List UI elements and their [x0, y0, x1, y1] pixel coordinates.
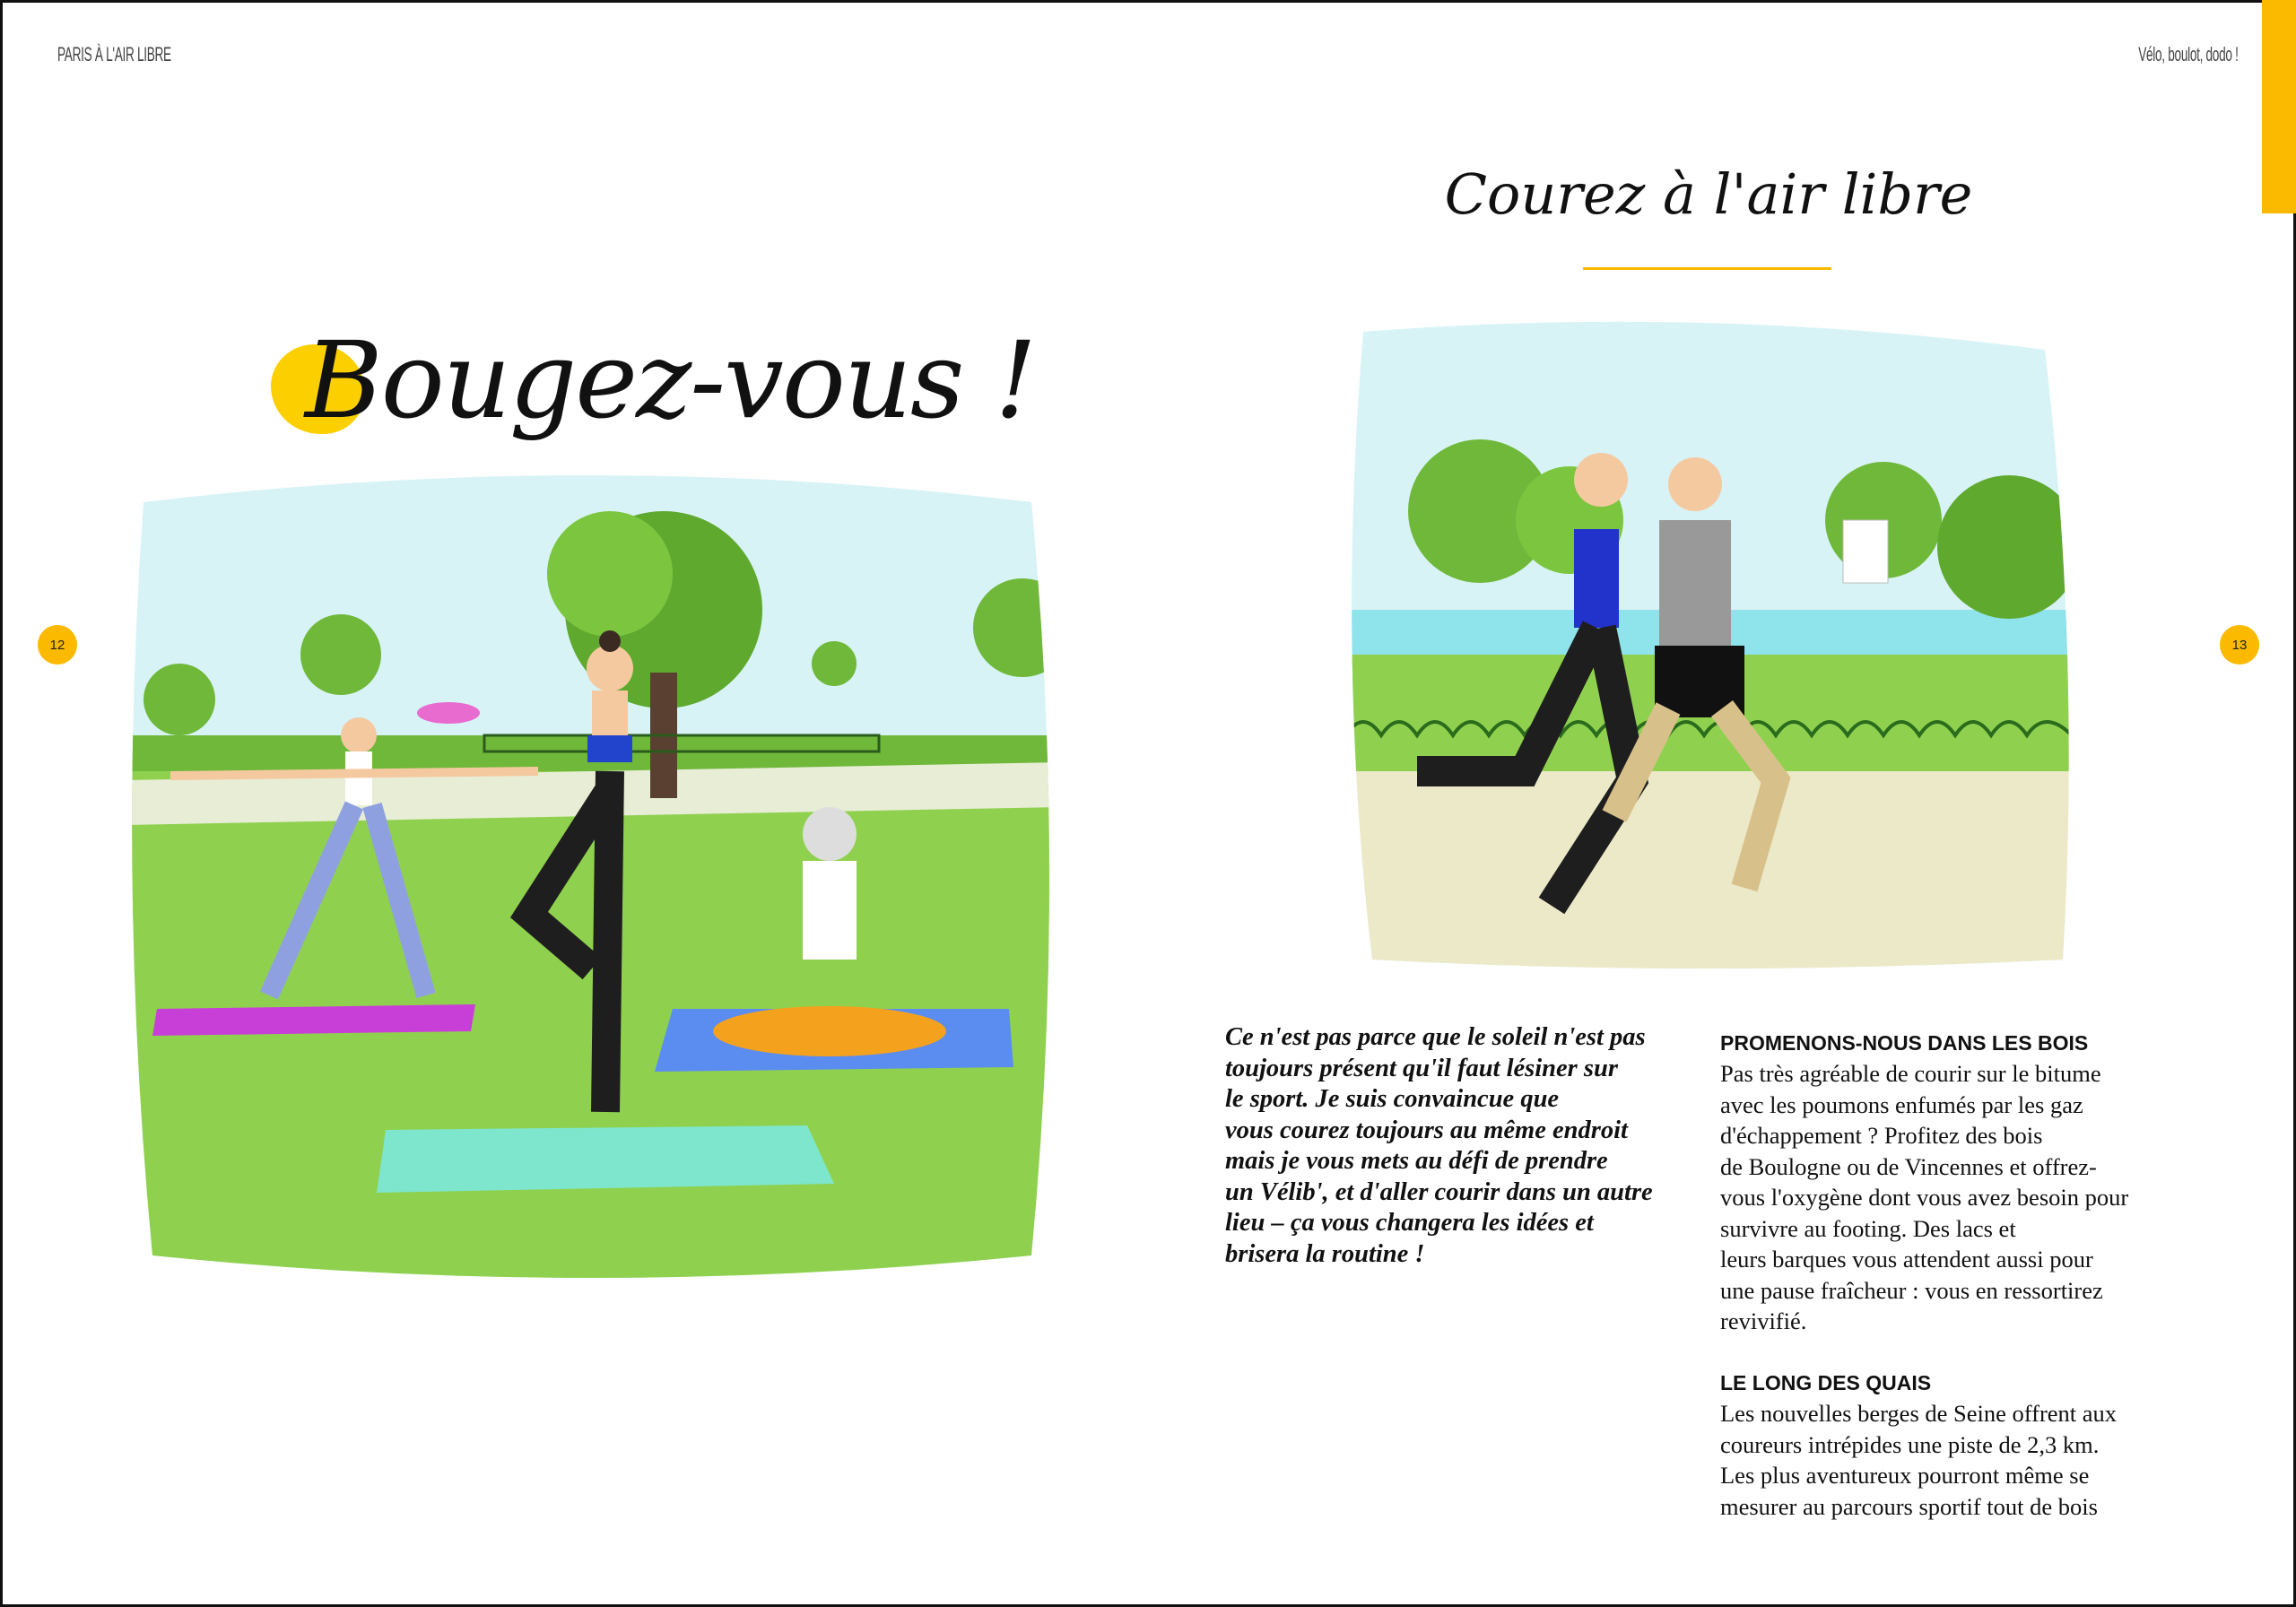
running-header-right: Vélo, boulot, dodo ! [2138, 43, 2239, 65]
body-line: leurs barques vous attendent aussi pour [1720, 1246, 2093, 1273]
body-line: coureurs intrépides une piste de 2,3 km. [1720, 1430, 2100, 1458]
body-line: une pause fraîcheur : vous en ressortirez [1720, 1276, 2103, 1304]
lead-line: vous courez toujours au même endroit [1225, 1116, 1628, 1144]
right-page-title: Courez à l'air libre [1444, 161, 1973, 227]
page-number-left: 12 [38, 625, 77, 665]
section-bois [1720, 1028, 2187, 1337]
lead-line: mais je vous mets au défi de prendre [1225, 1147, 1608, 1175]
left-page-title: Bougez-vous ! [305, 318, 1036, 442]
lead-line: brisera la routine ! [1225, 1239, 1425, 1268]
body-line: survivre au footing. Des lacs et [1720, 1214, 2016, 1242]
body-line: vous l'oxygène dont vous avez besoin pour [1720, 1184, 2129, 1211]
section-body [1720, 1058, 2187, 1337]
lead-line: lieu – ça vous changera les idées et [1225, 1209, 1594, 1237]
lead-line: Ce n'est pas parce que le soleil n'est pas [1225, 1023, 1646, 1051]
lead-paragraph [1225, 1022, 1692, 1270]
body-line: Les plus aventureux pourront même se [1720, 1462, 2090, 1489]
running-header-left: PARIS À L'AIR LIBRE [57, 43, 171, 65]
runners-illustration [1345, 314, 2072, 977]
lead-line: toujours présent qu'il faut lésiner sur [1225, 1054, 1618, 1082]
body-line: Pas très agréable de courir sur le bitume [1720, 1060, 2101, 1087]
yoga-park-illustration [126, 466, 1058, 1296]
body-line: de Boulogne ou de Vincennes et offrez- [1720, 1152, 2097, 1180]
body-line: avec les poumons enfumés par les gaz [1720, 1090, 2083, 1118]
page-number-right: 13 [2220, 625, 2259, 665]
body-line: d'échappement ? Profitez des bois [1720, 1122, 2043, 1149]
lead-line: le sport. Je suis convaincue que [1225, 1085, 1560, 1113]
body-line: mesurer au parcours sportif tout de bois [1720, 1492, 2098, 1520]
section-quais [1720, 1368, 2187, 1522]
body-line: revivifié. [1720, 1307, 1807, 1334]
section-body [1720, 1398, 2187, 1522]
title-underline [1583, 267, 1831, 270]
section-heading: PROMENONS-NOUS DANS LES BOIS [1720, 1031, 2089, 1055]
body-line: Les nouvelles berges de Seine offrent aux [1720, 1400, 2118, 1427]
section-heading: LE LONG DES QUAIS [1720, 1371, 1932, 1394]
chapter-tab [2262, 0, 2296, 213]
lead-line: un Vélib', et d'aller courir dans un autre [1225, 1177, 1653, 1206]
